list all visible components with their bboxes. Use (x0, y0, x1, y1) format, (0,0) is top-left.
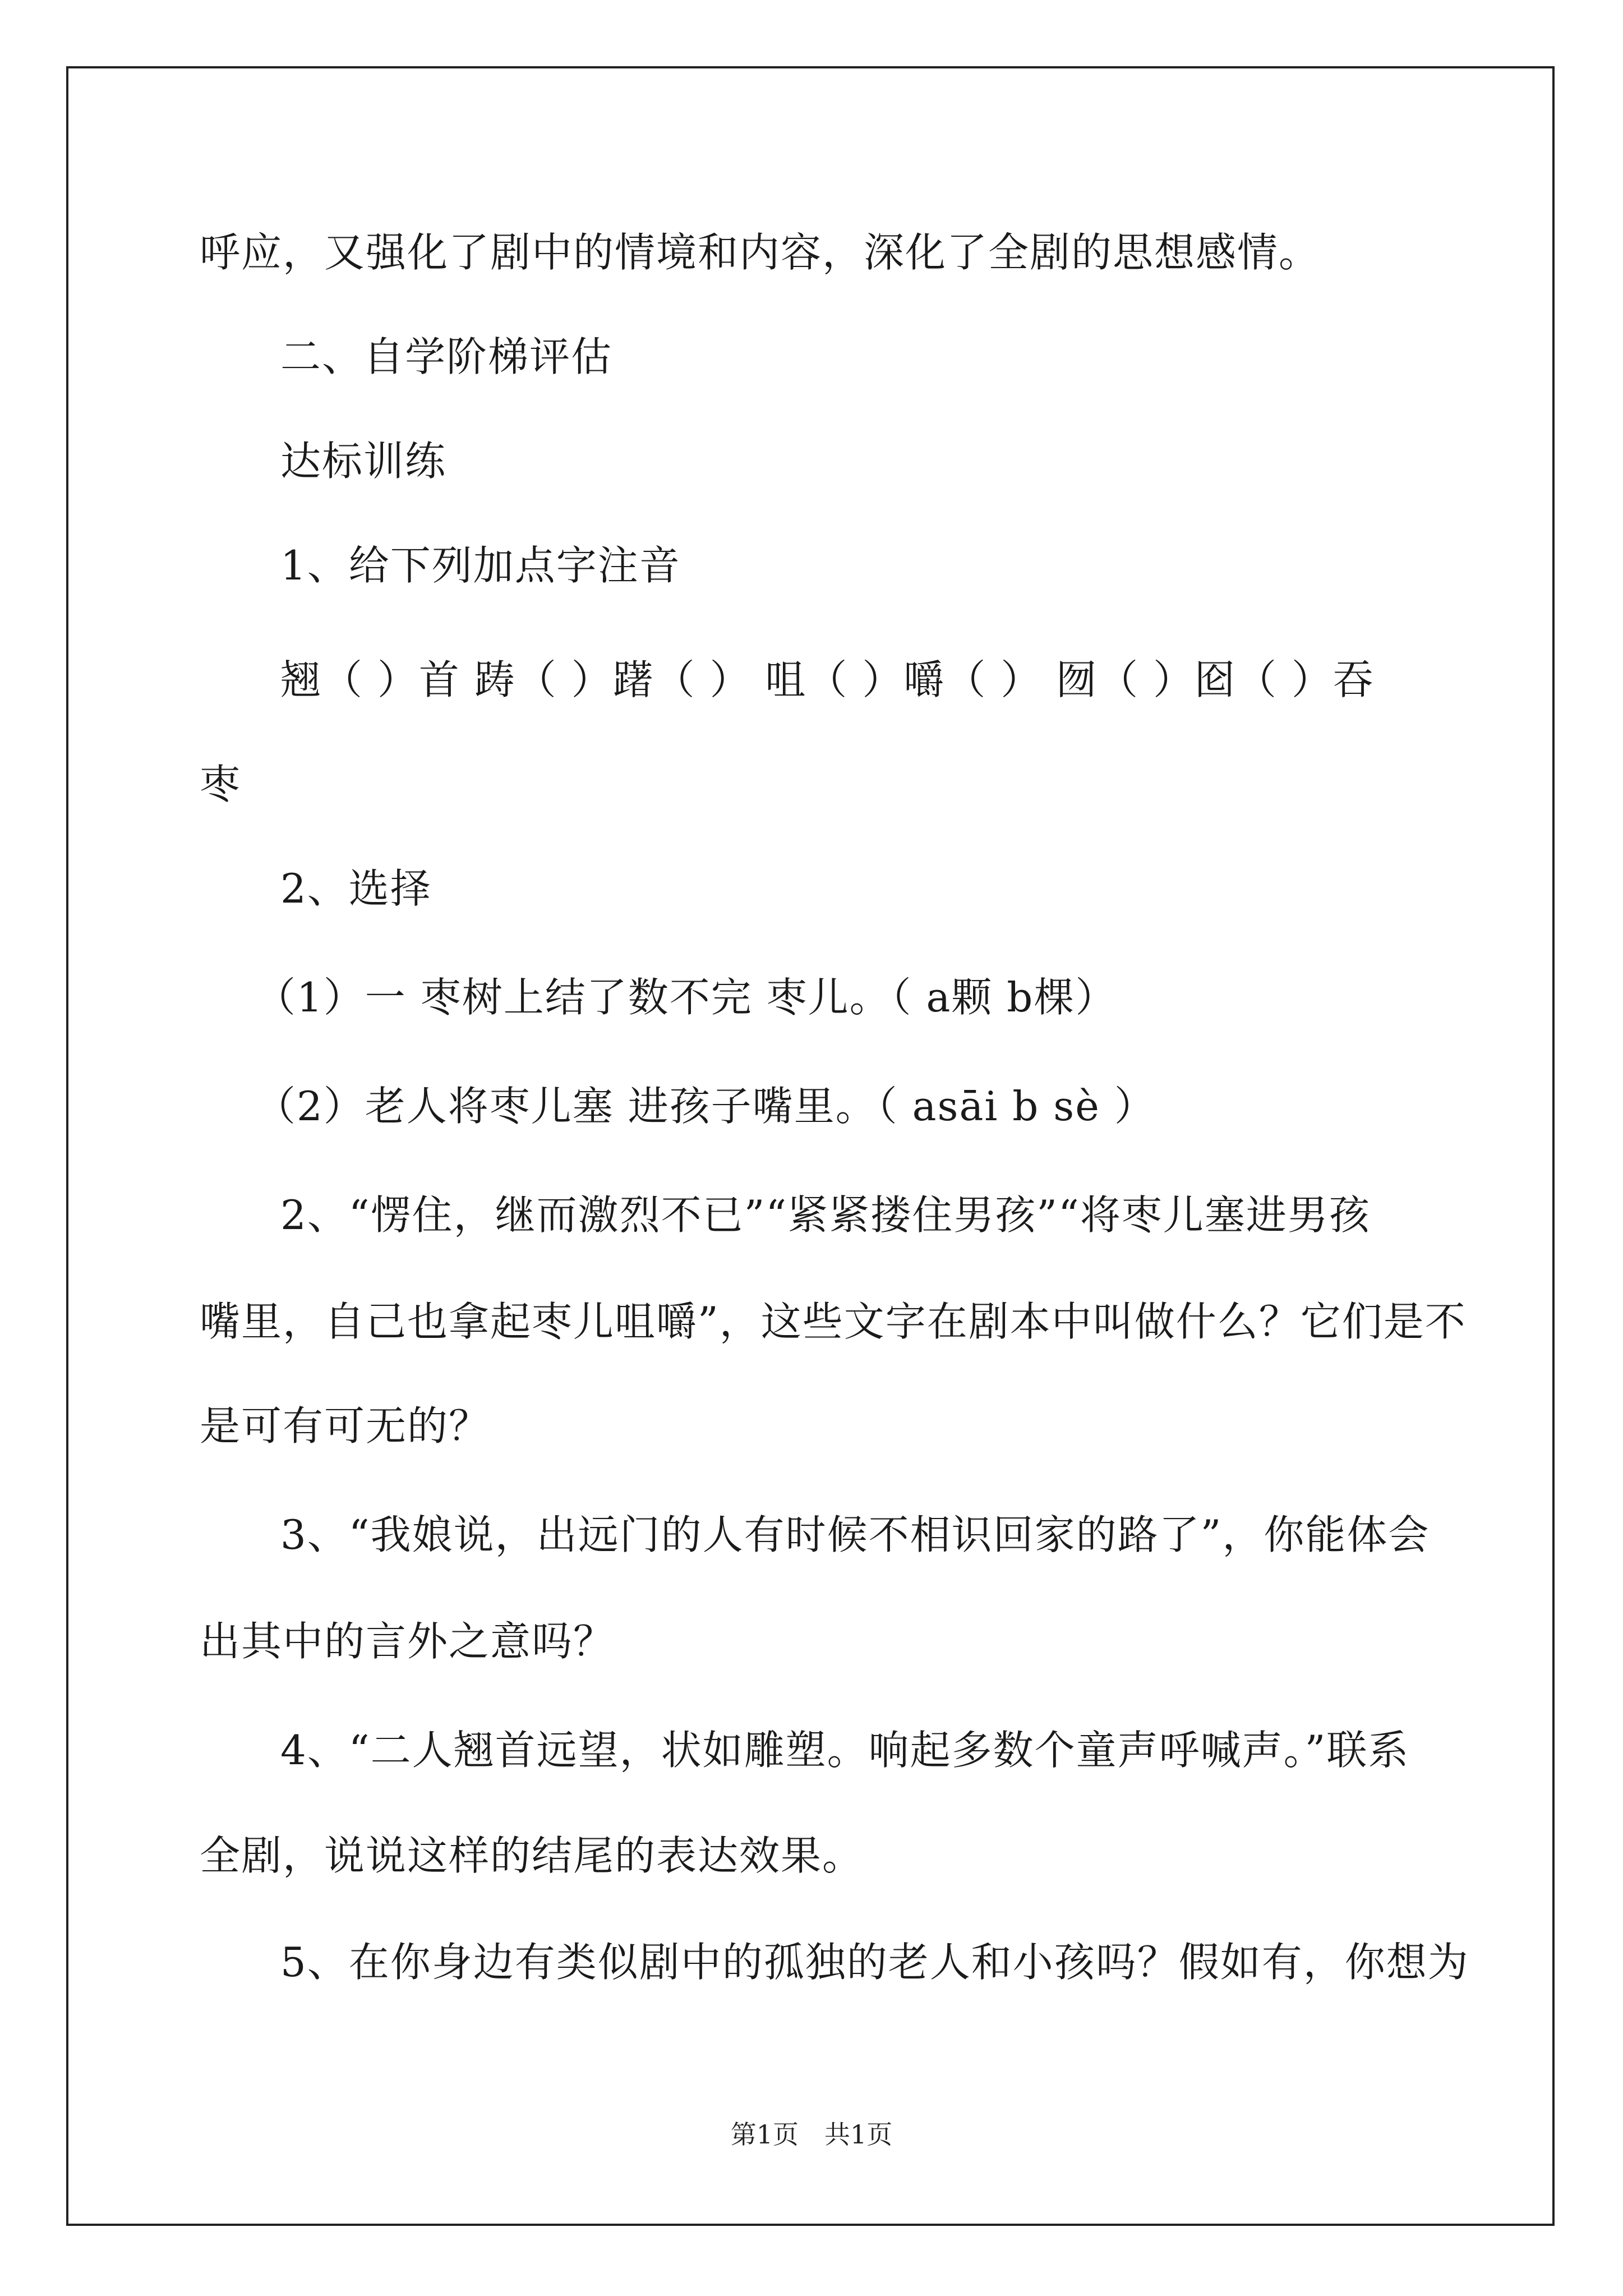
question-5-line-1: 5、在你身边有类似剧中的孤独的老人和小孩吗？假如有，你想为 (280, 1939, 1469, 1986)
question-4-line-2: 全剧，说说这样的结尾的表达效果。 (200, 1832, 864, 1879)
question-2b-line-2: 嘴里，自己也拿起枣儿咀嚼”，这些文字在剧本中叫做什么？它们是不 (200, 1298, 1467, 1345)
question-1: 1、给下列加点字注音 (280, 542, 681, 589)
paragraph-line-1: 呼应，又强化了剧中的情境和内容，深化了全剧的思想感情。 (200, 229, 1321, 276)
question-3-line-1: 3、“我娘说，出远门的人有时候不相识回家的路了”，你能体会 (280, 1511, 1430, 1558)
question-1-items-cont: 枣 (200, 761, 242, 808)
subheading-training: 达标训练 (280, 438, 447, 485)
question-2b-line-1: 2、“愣住，继而激烈不已”“紧紧搂住男孩”“将枣儿塞进男孩 (280, 1191, 1371, 1239)
page-footer: 第1页 共1页 (730, 2119, 893, 2150)
question-2: 2、选择 (280, 865, 432, 912)
question-4-line-1: 4、“二人翘首远望，状如雕塑。响起多数个童声呼喊声。”联系 (280, 1727, 1410, 1774)
question-2-item-1: （1）一 枣树上结了数不完 枣儿。（ a颗 b棵） (255, 974, 1117, 1021)
question-2b-line-3: 是可有可无的？ (200, 1402, 491, 1450)
question-1-items: 翘（ ）首 踌（ ）躇（ ） 咀（ ）嚼（ ） 囫（ ）囵（ ）吞 (280, 656, 1375, 703)
question-3-line-2: 出其中的言外之意吗？ (200, 1618, 615, 1665)
page-border (66, 66, 1555, 2226)
question-2-item-2: （2）老人将枣儿塞 进孩子嘴里。（ asāi b sè ） (255, 1083, 1156, 1130)
section-heading: 二、自学阶梯评估 (280, 333, 613, 380)
